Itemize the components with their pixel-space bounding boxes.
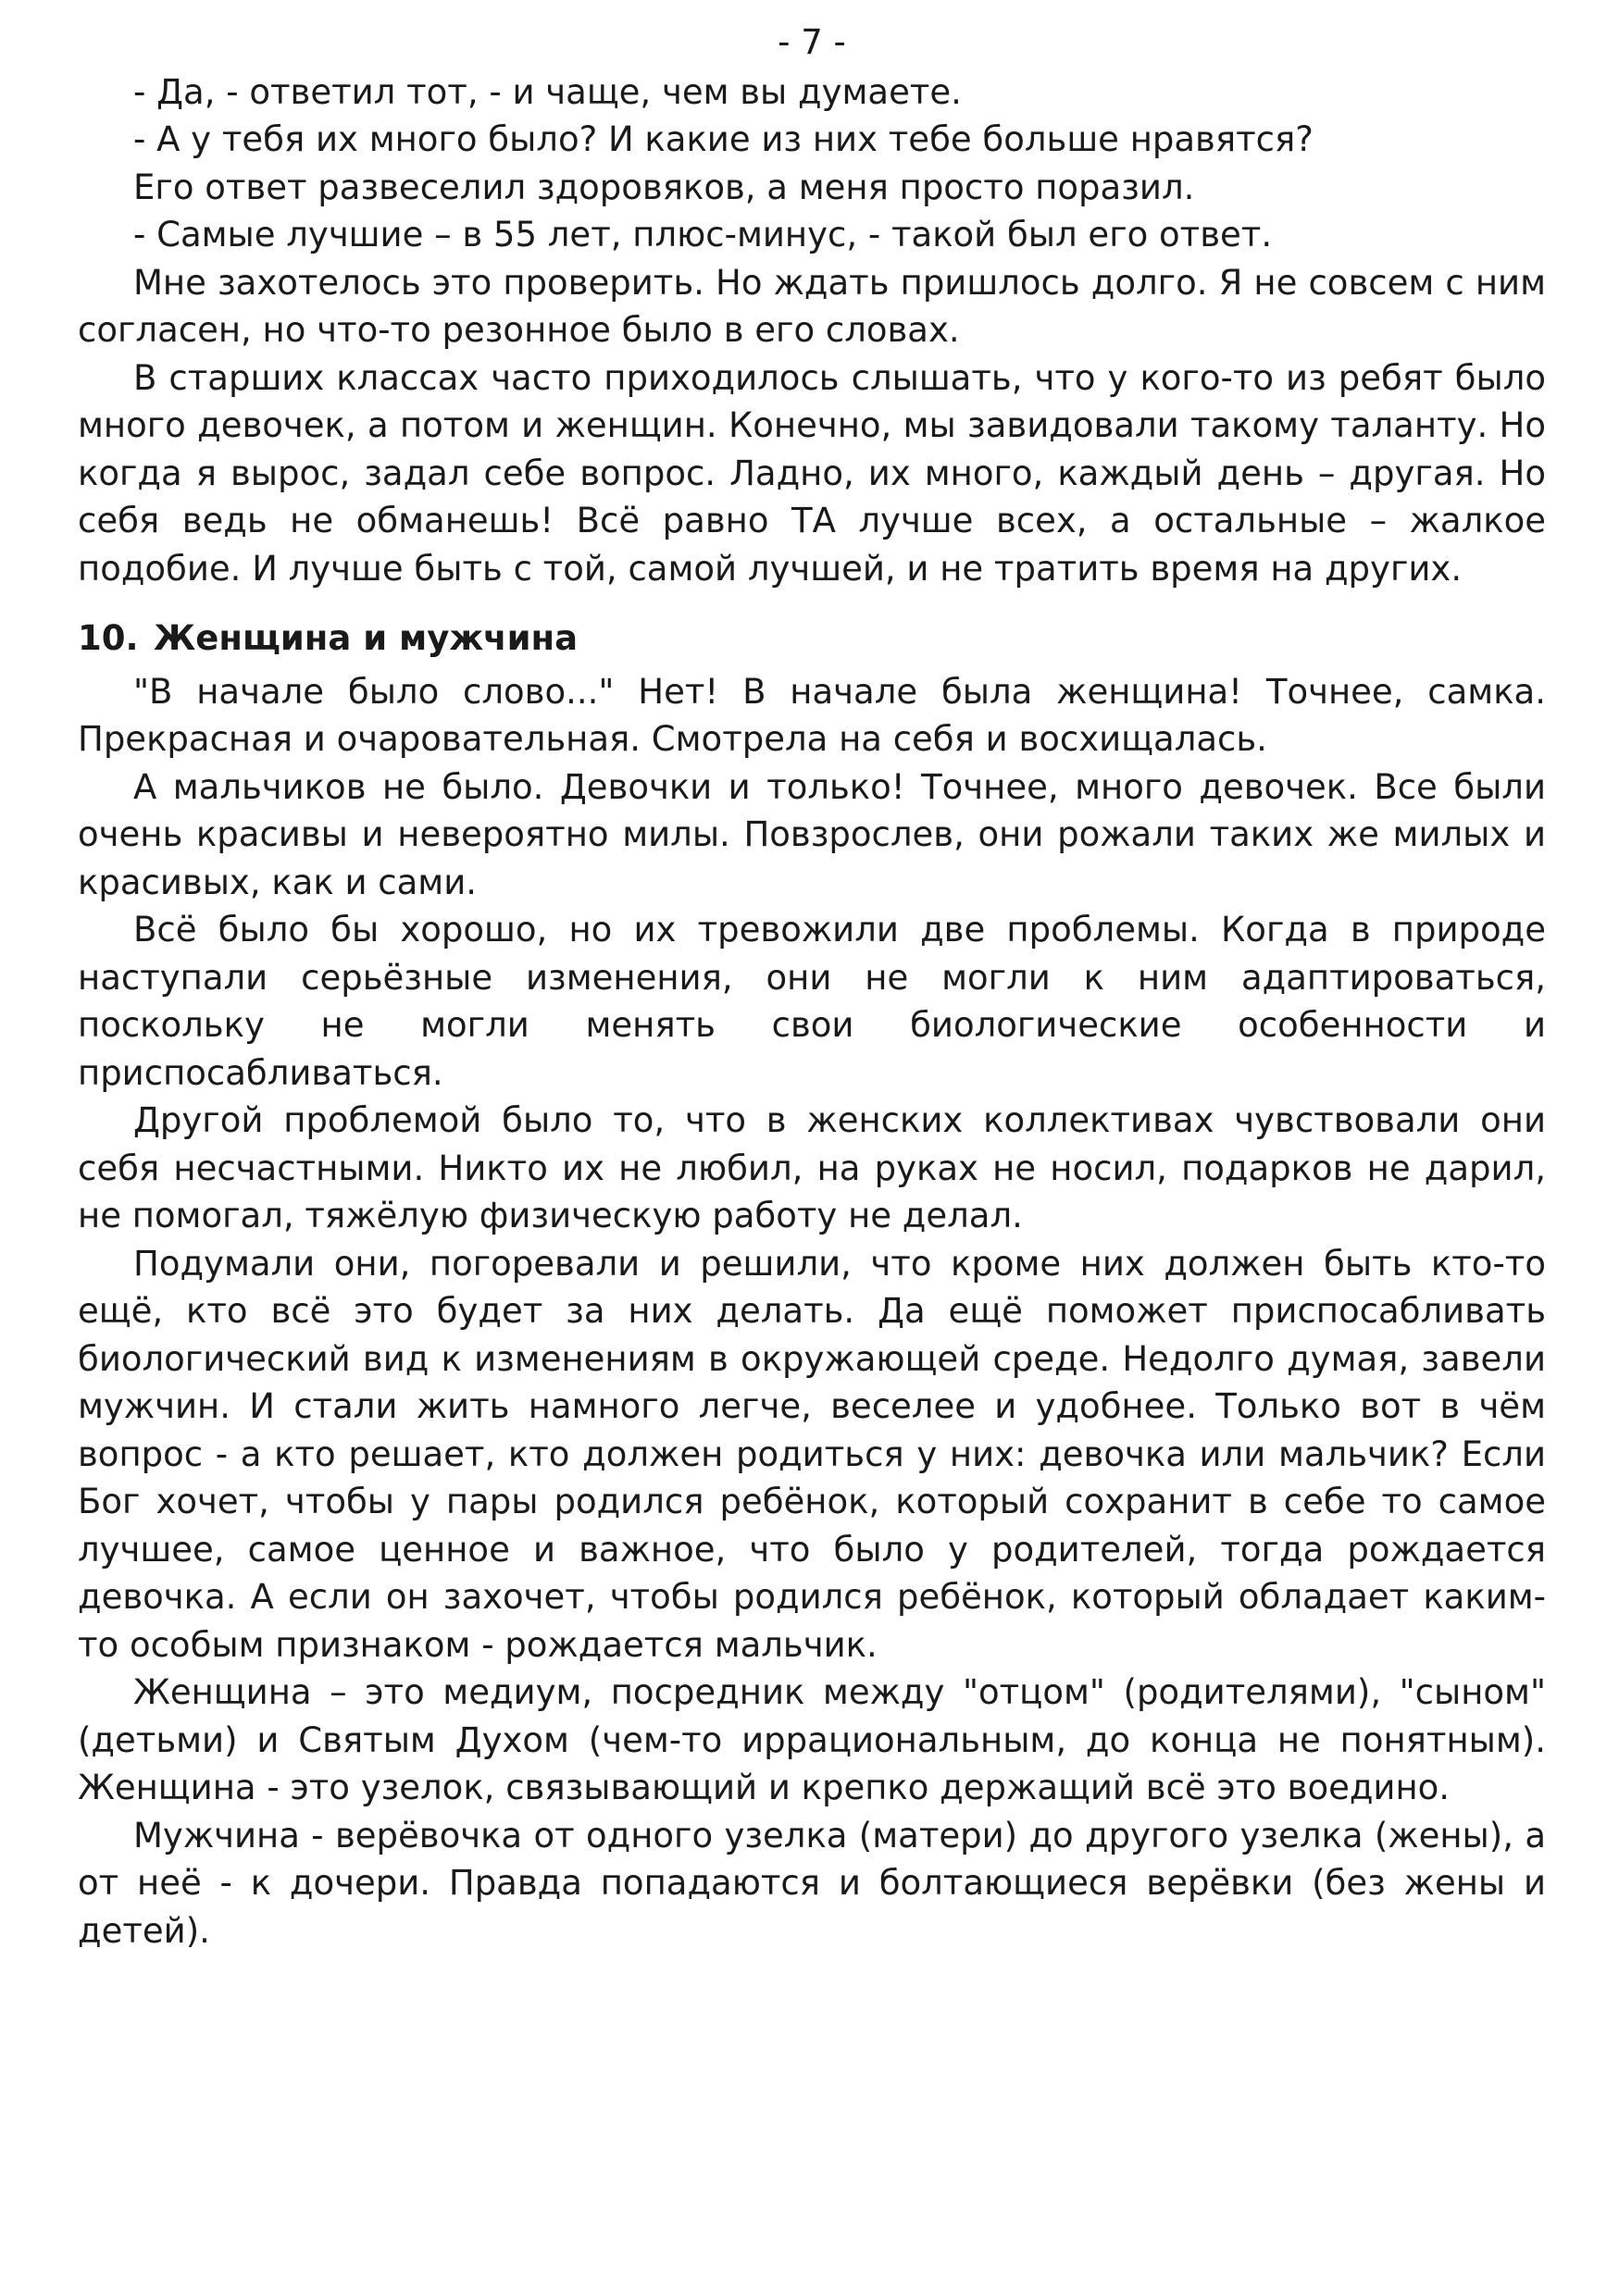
paragraph: Мужчина - верёвочка от одного узелка (матери) до другого узелка (жены), а от неё - к дочери. Правда попадаются и болтающиеся верёвки (без жены и детей). [78,1815,1546,1951]
document-page [78,19,1546,1955]
section-title: Женщина и мужчина [154,618,579,658]
section-number: 10. [78,618,139,658]
paragraph: "В начале было слово..." Нет! В начале была женщина! Точнее, самка. Прекрасная и очаровательная. Смотрела на себя и восхищалась. [78,671,1546,759]
paragraph: Женщина – это медиум, посредник между "отцом" (родителями), "сыном" (детьми) и Святым Духом (чем-то иррациональным, до конца не понятным). Женщина - это узелок, связывающий и крепко держащий всё это воедино. [78,1672,1546,1807]
paragraph: А мальчиков не было. Девочки и только! Точнее, много девочек. Все были очень красивы и невероятно милы. Повзрослев, они рожали таких же милых и красивых, как и сами. [78,766,1546,902]
paragraph: Подумали они, погоревали и решили, что кроме них должен быть кто-то ещё, кто всё это будет за них делать. Да ещё поможет приспосабливать биологический вид к изменениям в окружающей среде. Недолго думая, завели мужчин. И стали жить намного легче, веселее и удобнее. Только вот в чём вопрос - а кто решает, кто должен родиться у них: девочка или мальчик? Если Бог хочет, чтобы у пары родился ребёнок, который сохранит в себе то самое лучшее, самое ценное и важное, что было у родителей, тогда рождается девочка. А если он захочет, чтобы родился ребёнок, который обладает каким-то особым признаком - рождается мальчик. [78,1243,1546,1665]
paragraph: Всё было бы хорошо, но их тревожили две проблемы. Когда в природе наступали серьёзные изменения, они не могли к ним адаптироваться, поскольку не могли менять свои биологические особенности и приспосабливаться. [78,910,1546,1093]
paragraph: - Самые лучшие – в 55 лет, плюс-минус, - такой был его ответ. [133,215,1273,254]
paragraph: Его ответ развеселил здоровяков, а меня просто поразил. [133,167,1195,207]
paragraph: - Да, - ответил тот, - и чаще, чем вы думаете. [133,71,962,112]
paragraph: Другой проблемой было то, что в женских коллективах чувствовали они себя несчастными. Никто их не любил, на руках не носил, подарков не дарил, не помогал, тяжёлую физическую работу не делал. [78,1100,1546,1235]
paragraph: В старших классах часто приходилось слышать, что у кого-то из ребят было много девочек, а потом и женщин. Конечно, мы завидовали такому таланту. Но когда я вырос, задал себе вопрос. Ладно, их много, каждый день – другая. Но себя ведь не обманешь! Всё равно ТА лучше всех, а остальные – жалкое подобие. И лучше быть с той, самой лучшей, и не тратить время на других. [78,357,1546,589]
page-number: - 7 - [778,22,846,62]
paragraph: - А у тебя их много было? И какие из них тебе больше нравятся? [133,119,1314,159]
section-heading [78,614,1546,663]
paragraph: Мне захотелось это проверить. Но ждать пришлось долго. Я не совсем с ним согласен, но что-то резонное было в его словах. [78,262,1546,350]
